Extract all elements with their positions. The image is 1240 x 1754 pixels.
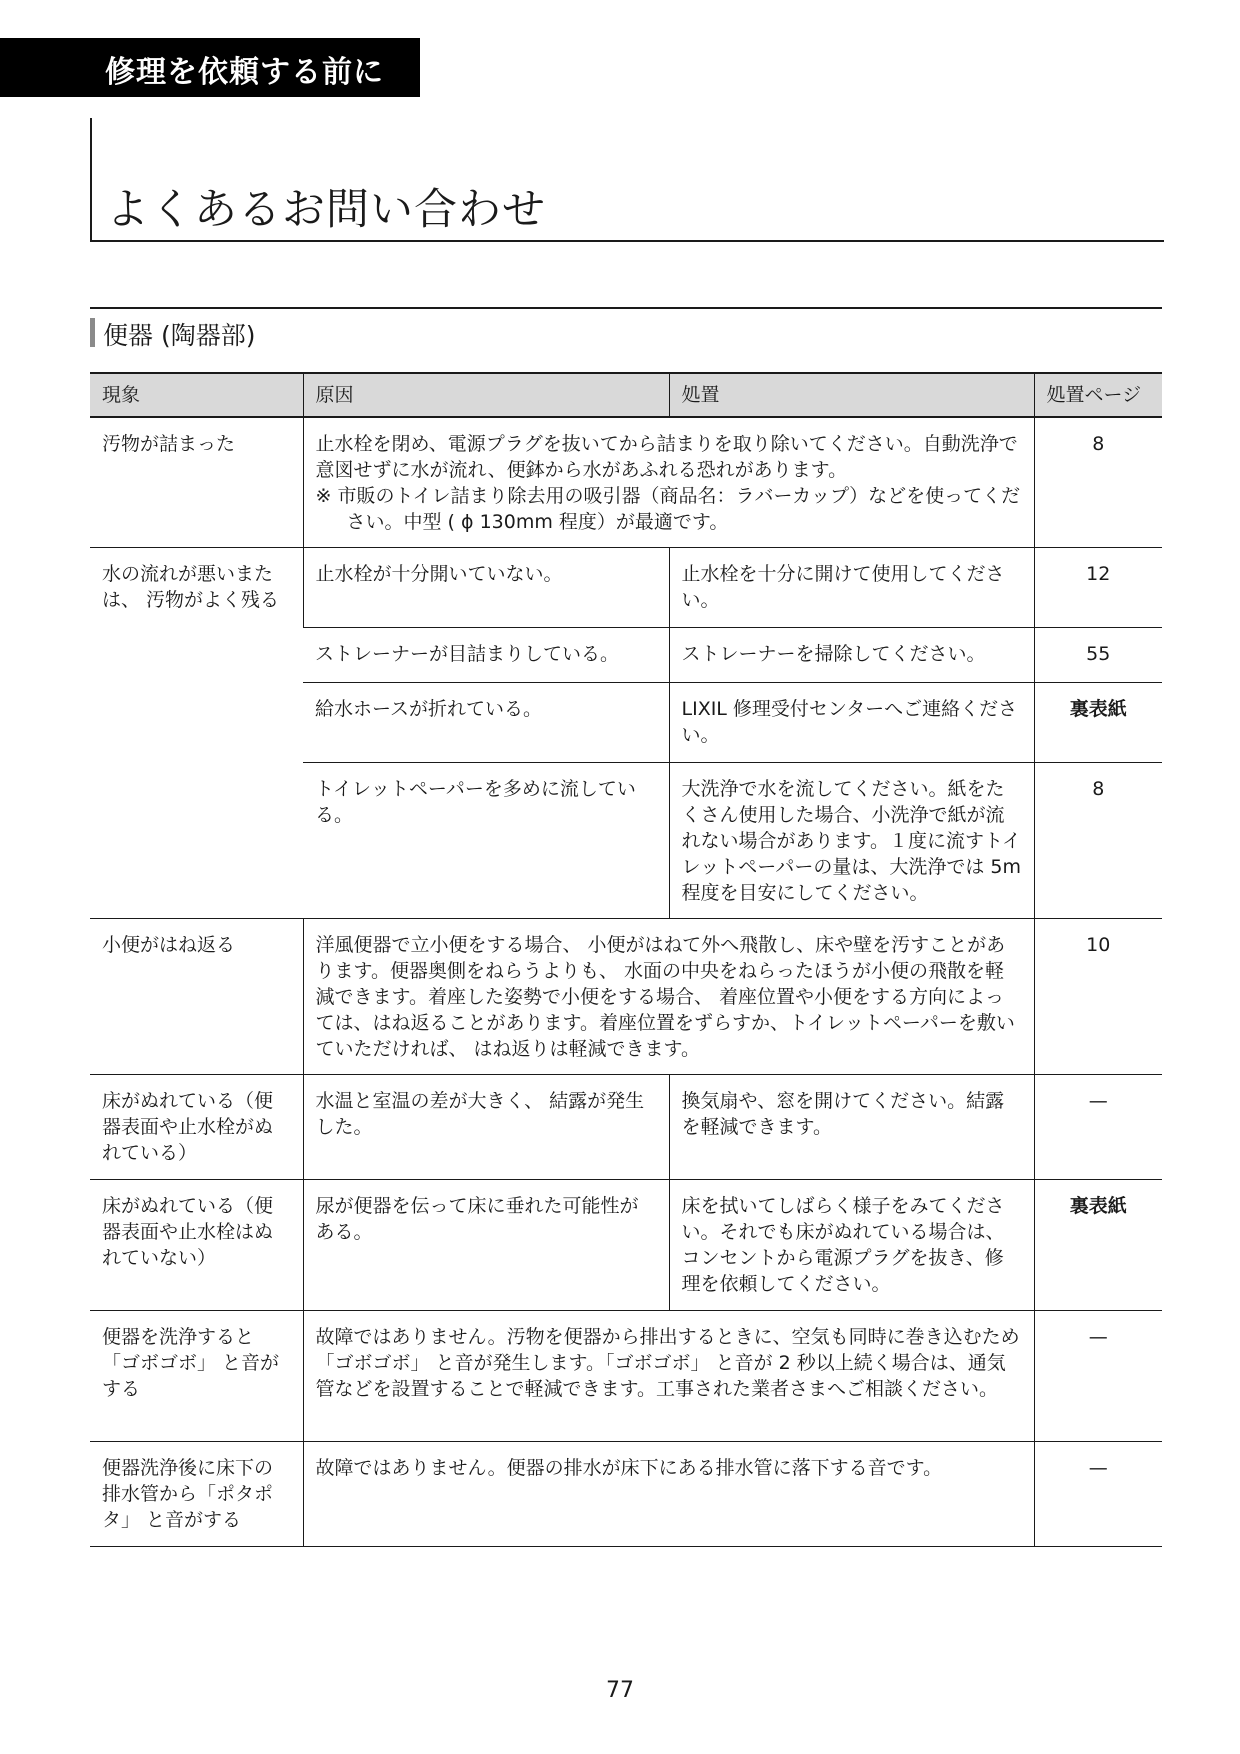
header-page: 処置ページ [1034,373,1162,417]
cause-action-text: 止水栓を閉め、電源プラグを抜いてから詰まりを取り除いてください。自動洗浄で意図せずに水が流れ、便鉢から水があふれる恐れがあります。 [315,433,1018,481]
table-row [90,919,1162,1075]
table-row [90,1180,1162,1311]
page-ref-cell: — [1034,1311,1162,1442]
symptom-cell: 便器洗浄後に床下の排水管から「ポタポタ」 と音がする [90,1442,303,1547]
page-ref-cell: 8 [1034,763,1162,919]
header-symptom: 現象 [90,373,303,417]
symptom-cell: 床がぬれている（便器表面や止水栓がぬれている） [90,1075,303,1180]
page-title: よくあるお問い合わせ [106,185,546,235]
section-marker [90,318,95,347]
section-divider [90,307,1162,309]
action-cell: ストレーナーを掃除してください。 [669,628,1034,683]
action-cell: LIXIL 修理受付センターへご連絡ください。 [669,683,1034,763]
header-action: 処置 [669,373,1034,417]
table-row [90,1075,1162,1180]
cause-cell: 止水栓が十分開いていない。 [303,548,669,628]
page-ref-cell: 裏表紙 [1034,683,1162,763]
symptom-cell: 汚物が詰まった [90,417,303,548]
cause-cell: 水温と室温の差が大きく、 結露が発生した。 [303,1075,669,1180]
table-row [90,1442,1162,1547]
table-row [90,548,1162,628]
page-ref-cell: 8 [1034,417,1162,548]
page-ref-cell: — [1034,1442,1162,1547]
symptom-cell: 床がぬれている（便器表面や止水栓はぬれていない） [90,1180,303,1311]
action-cell: 止水栓を十分に開けて使用してください。 [669,548,1034,628]
chapter-title: 修理を依頼する前に [105,55,384,90]
page-ref-cell: 12 [1034,548,1162,628]
cause-action-cell: 故障ではありません。汚物を便器から排出するときに、空気も同時に巻き込むため「ゴボゴボ」 と音が発生します。「ゴボゴボ」 と音が 2 秒以上続く場合は、通気管などを設置することで軽減できます。工事された業者さまへご相談ください。 [303,1311,1034,1442]
cause-cell: トイレットペーパーを多めに流している。 [303,763,669,919]
symptom-cell: 便器を洗浄すると「ゴボゴボ」 と音がする [90,1311,303,1442]
page-number: 77 [606,1678,634,1703]
chapter-tab [0,38,420,97]
table-row [90,1311,1162,1442]
action-cell: 床を拭いてしばらく様子をみてください。それでも床がぬれている場合は、コンセントから電源プラグを抜き、修理を依頼してください。 [669,1180,1034,1311]
faq-table [90,372,1162,1547]
action-cell: 大洗浄で水を流してください。紙をたくさん使用した場合、小洗浄で紙が流れない場合があります。１度に流すトイレットペーパーの量は、大洗浄では 5m 程度を目安にしてください。 [669,763,1034,919]
cause-cell: ストレーナーが目詰まりしている。 [303,628,669,683]
cause-cell: 給水ホースが折れている。 [303,683,669,763]
table-header-row [90,373,1162,417]
cause-action-cell [303,417,1034,548]
cause-action-cell: 故障ではありません。便器の排水が床下にある排水管に落下する音です。 [303,1442,1034,1547]
page-ref-cell: 55 [1034,628,1162,683]
cause-cell: 尿が便器を伝って床に垂れた可能性がある。 [303,1180,669,1311]
symptom-cell: 水の流れが悪いまたは、 汚物がよく残る [90,548,303,919]
symptom-cell: 小便がはね返る [90,919,303,1075]
action-cell: 換気扇や、窓を開けてください。結露を軽減できます。 [669,1075,1034,1180]
page-ref-cell: 10 [1034,919,1162,1075]
note-text: ※ 市販のトイレ詰まり除去用の吸引器（商品名：ラバーカップ）などを使ってください。中型 ( ϕ 130mm 程度）が最適です。 [315,485,1021,533]
table-row [90,417,1162,548]
cause-action-cell: 洋風便器で立小便をする場合、 小便がはねて外へ飛散し、床や壁を汚すことがあります。便器奥側をねらうよりも、 水面の中央をねらったほうが小便の飛散を軽減できます。着座した姿勢で小便をする場合、 着座位置や小便をする方向によっては、はね返ることがあります。着座位置をずらすか、トイレットペーパーを敷いていただければ、 はね返りは軽減できます。 [303,919,1034,1075]
section-heading: 便器 (陶器部) [103,321,256,350]
page-ref-cell: — [1034,1075,1162,1180]
page-ref-cell: 裏表紙 [1034,1180,1162,1311]
title-block [90,118,1164,242]
header-cause: 原因 [303,373,669,417]
